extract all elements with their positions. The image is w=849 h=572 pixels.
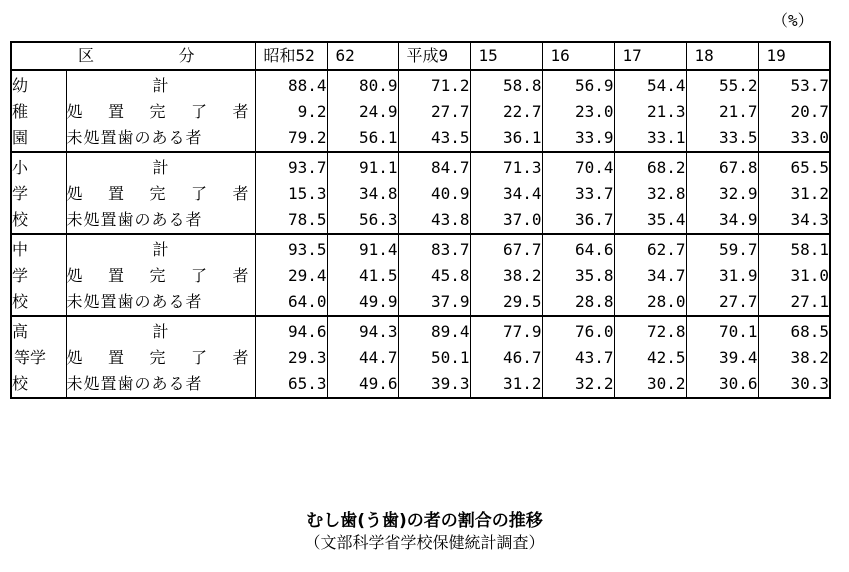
value-cell: 15.3	[287, 184, 327, 203]
value-cell: 44.7	[327, 345, 398, 371]
value-cell: 72.8	[614, 316, 686, 345]
value-cell: 33.9	[542, 125, 614, 152]
school-label: 中	[11, 234, 66, 263]
value-cell: 34.7	[614, 263, 686, 289]
value-cell: 49.6	[327, 371, 398, 398]
value-cell: 70.1	[686, 316, 758, 345]
value-cell: 32.8	[614, 181, 686, 207]
value-cell: 42.5	[614, 345, 686, 371]
table-row	[11, 289, 830, 316]
row-label-untreated: 未処置歯のある者	[66, 289, 255, 316]
row-label-char: 完	[149, 266, 166, 285]
value-cell: 68.2	[614, 152, 686, 181]
table-row	[11, 125, 830, 152]
value-cell: 83.7	[398, 234, 470, 263]
row-label-char: 者	[232, 348, 249, 367]
value-cell: 58.8	[470, 70, 542, 99]
header-row	[11, 42, 830, 70]
value-cell: 79.2	[287, 128, 327, 147]
year-header: 19	[758, 42, 830, 70]
value-cell: 29.4	[287, 266, 327, 285]
value-cell: 24.9	[327, 99, 398, 125]
row-label-char: 了	[190, 184, 207, 203]
value-cell: 34.8	[327, 181, 398, 207]
table-row	[11, 234, 830, 263]
row-label-char: 置	[107, 102, 124, 121]
kubun-left: 区	[78, 46, 95, 65]
value-cell: 43.8	[398, 207, 470, 234]
value-cell: 45.8	[398, 263, 470, 289]
value-cell: 21.3	[614, 99, 686, 125]
row-label-char: 処	[66, 348, 83, 367]
value-cell: 28.8	[542, 289, 614, 316]
value-cell: 46.7	[470, 345, 542, 371]
row-label-treated	[66, 99, 255, 125]
row-label-treated	[66, 181, 255, 207]
row-label-char: 者	[232, 184, 249, 203]
value-cell: 33.0	[758, 125, 830, 152]
school-label: 校	[11, 207, 66, 234]
row-label-untreated: 未処置歯のある者	[66, 207, 255, 234]
value-cell: 36.1	[470, 125, 542, 152]
row-label-char: 処	[66, 266, 83, 285]
table-row	[11, 371, 830, 398]
school-label: 園	[11, 125, 66, 152]
row-label-char: 完	[149, 102, 166, 121]
value-cell: 34.4	[470, 181, 542, 207]
kubun-right: 分	[178, 46, 195, 65]
row-label-total: 計	[66, 234, 255, 263]
value-cell: 64.0	[287, 292, 327, 311]
value-cell: 34.3	[758, 207, 830, 234]
school-label: 校	[11, 289, 66, 316]
value-cell: 31.0	[758, 263, 830, 289]
year-header: 15	[470, 42, 542, 70]
value-cell: 59.7	[686, 234, 758, 263]
value-cell: 65.3	[287, 374, 327, 393]
value-cell: 93.5	[255, 234, 327, 263]
year-header: 16	[542, 42, 614, 70]
value-cell: 37.0	[470, 207, 542, 234]
school-label: 学	[11, 263, 66, 289]
value-cell: 38.2	[470, 263, 542, 289]
year-header: 18	[686, 42, 758, 70]
kubun-header	[11, 42, 255, 70]
table-row	[11, 181, 830, 207]
row-label-char: 者	[232, 266, 249, 285]
row-label-char: 了	[190, 348, 207, 367]
value-cell: 31.2	[470, 371, 542, 398]
row-label-char: 者	[232, 102, 249, 121]
table-row	[11, 99, 830, 125]
value-cell: 71.2	[398, 70, 470, 99]
row-label-char: 完	[149, 184, 166, 203]
school-label: 等学	[11, 345, 66, 371]
value-cell: 27.7	[398, 99, 470, 125]
value-cell: 91.4	[327, 234, 398, 263]
table-row	[11, 263, 830, 289]
value-cell: 56.3	[327, 207, 398, 234]
value-cell: 67.8	[686, 152, 758, 181]
value-cell: 62.7	[614, 234, 686, 263]
value-cell: 32.2	[542, 371, 614, 398]
value-cell: 65.5	[758, 152, 830, 181]
value-cell: 77.9	[470, 316, 542, 345]
value-cell: 36.7	[542, 207, 614, 234]
value-cell: 56.9	[542, 70, 614, 99]
value-cell: 64.6	[542, 234, 614, 263]
value-cell: 49.9	[327, 289, 398, 316]
value-cell: 30.2	[614, 371, 686, 398]
value-cell: 94.3	[327, 316, 398, 345]
value-cell: 80.9	[327, 70, 398, 99]
value-cell: 56.1	[327, 125, 398, 152]
value-cell: 39.3	[398, 371, 470, 398]
value-cell: 84.7	[398, 152, 470, 181]
value-cell: 29.3	[287, 348, 327, 367]
value-cell: 40.9	[398, 181, 470, 207]
year-header: 昭和52	[255, 42, 327, 70]
value-cell: 50.1	[398, 345, 470, 371]
value-cell: 21.7	[686, 99, 758, 125]
school-label: 校	[11, 371, 66, 398]
year-header: 平成9	[398, 42, 470, 70]
row-label-total: 計	[66, 70, 255, 99]
value-cell: 9.2	[297, 102, 327, 121]
value-cell: 34.9	[686, 207, 758, 234]
value-cell: 94.6	[255, 316, 327, 345]
row-label-untreated: 未処置歯のある者	[66, 125, 255, 152]
value-cell: 93.7	[255, 152, 327, 181]
row-label-total: 計	[66, 152, 255, 181]
value-cell: 41.5	[327, 263, 398, 289]
value-cell: 29.5	[470, 289, 542, 316]
table-row	[11, 152, 830, 181]
value-cell: 43.7	[542, 345, 614, 371]
row-label-char: 置	[107, 266, 124, 285]
row-label-char: 了	[190, 266, 207, 285]
value-cell: 31.9	[686, 263, 758, 289]
value-cell: 54.4	[614, 70, 686, 99]
value-cell: 55.2	[686, 70, 758, 99]
school-label: 高	[11, 316, 66, 345]
value-cell: 37.9	[398, 289, 470, 316]
value-cell: 88.4	[255, 70, 327, 99]
table-row	[11, 345, 830, 371]
school-label: 小	[11, 152, 66, 181]
value-cell: 91.1	[327, 152, 398, 181]
value-cell: 30.6	[686, 371, 758, 398]
school-label: 学	[11, 181, 66, 207]
value-cell: 67.7	[470, 234, 542, 263]
table-row	[11, 207, 830, 234]
row-label-treated	[66, 263, 255, 289]
value-cell: 28.0	[614, 289, 686, 316]
row-label-treated	[66, 345, 255, 371]
value-cell: 89.4	[398, 316, 470, 345]
value-cell: 39.4	[686, 345, 758, 371]
row-label-char: 置	[107, 184, 124, 203]
row-label-total: 計	[66, 316, 255, 345]
value-cell: 33.1	[614, 125, 686, 152]
table-row	[11, 316, 830, 345]
table-title: むし歯(う歯)の者の割合の推移	[306, 511, 543, 531]
value-cell: 31.2	[758, 181, 830, 207]
value-cell: 33.5	[686, 125, 758, 152]
row-label-char: 完	[149, 348, 166, 367]
value-cell: 68.5	[758, 316, 830, 345]
row-label-char: 処	[66, 102, 83, 121]
value-cell: 58.1	[758, 234, 830, 263]
value-cell: 78.5	[287, 210, 327, 229]
value-cell: 76.0	[542, 316, 614, 345]
value-cell: 35.4	[614, 207, 686, 234]
value-cell: 38.2	[758, 345, 830, 371]
value-cell: 43.5	[398, 125, 470, 152]
value-cell: 23.0	[542, 99, 614, 125]
value-cell: 35.8	[542, 263, 614, 289]
value-cell: 32.9	[686, 181, 758, 207]
value-cell: 22.7	[470, 99, 542, 125]
table-row	[11, 70, 830, 99]
table-source: （文部科学省学校保健統計調査）	[304, 533, 545, 552]
row-label-char: 処	[66, 184, 83, 203]
school-label: 幼	[11, 70, 66, 99]
unit-label: （%）	[772, 11, 814, 30]
table-body	[11, 70, 830, 398]
value-cell: 30.3	[758, 371, 830, 398]
row-label-char: 了	[190, 102, 207, 121]
year-header: 17	[614, 42, 686, 70]
value-cell: 71.3	[470, 152, 542, 181]
value-cell: 53.7	[758, 70, 830, 99]
value-cell: 33.7	[542, 181, 614, 207]
school-label: 稚	[11, 99, 66, 125]
value-cell: 27.7	[686, 289, 758, 316]
value-cell: 27.1	[758, 289, 830, 316]
row-label-untreated: 未処置歯のある者	[66, 371, 255, 398]
caries-table	[10, 41, 831, 399]
year-header: 62	[327, 42, 398, 70]
value-cell: 20.7	[758, 99, 830, 125]
row-label-char: 置	[107, 348, 124, 367]
value-cell: 70.4	[542, 152, 614, 181]
